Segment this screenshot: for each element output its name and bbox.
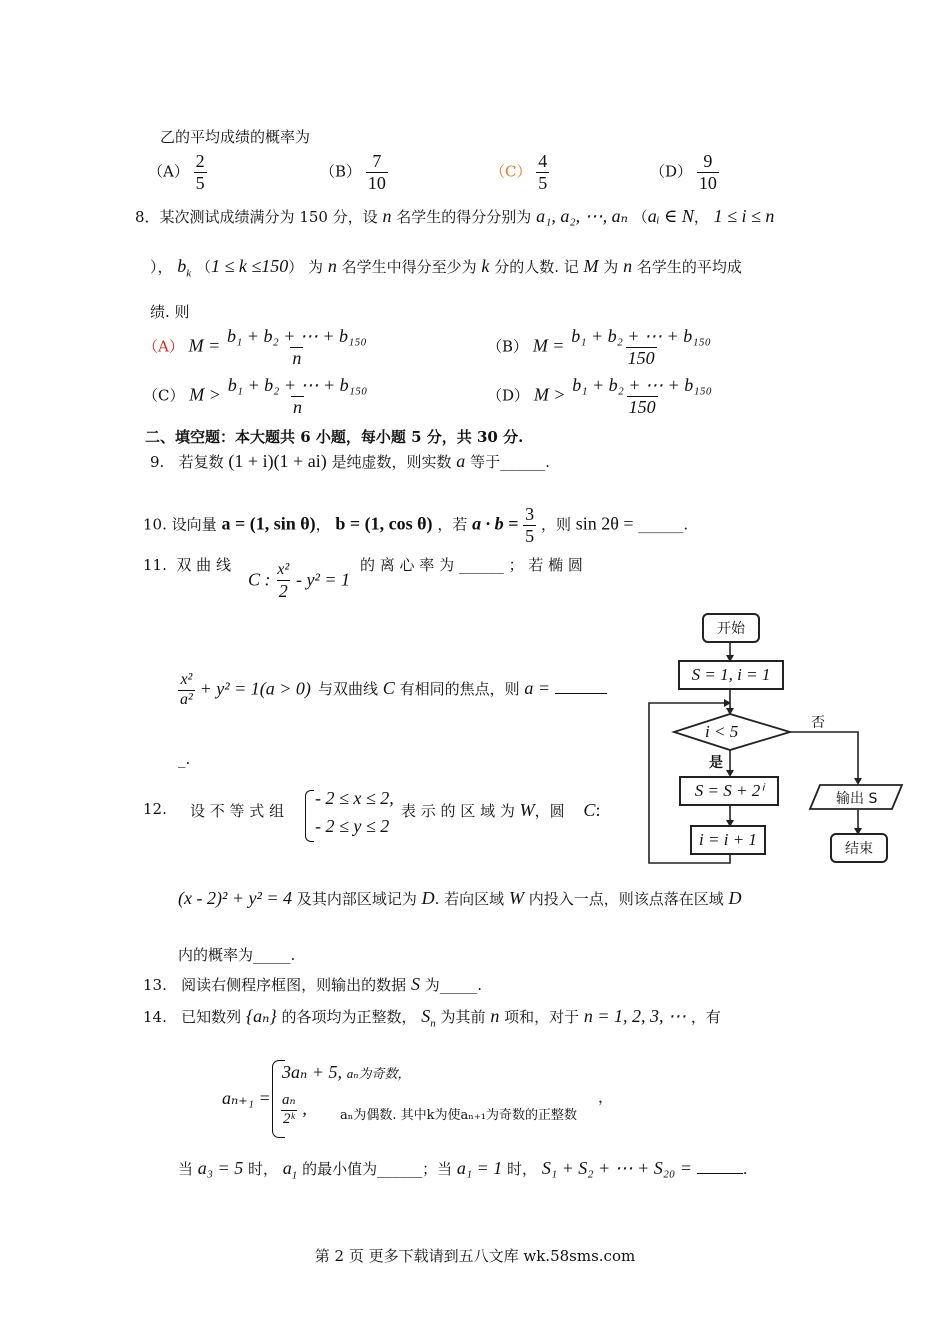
page-footer: 第 2 页 更多下载请到五八文库 wk.58sms.com (314, 1247, 636, 1265)
q10: 10. 设向量 a = (1, sin θ)， b = (1, cos θ) ，若 a · b = $\frac{3}{5}$ ，则 sin 2θ = ______. (143, 504, 689, 546)
q14-case2: $\frac{\text{aₙ}}{\text{2ᵏ}}$ , (282, 1092, 307, 1127)
q13: 13. 阅读右侧程序框图，则输出的数据 S 为_____. (143, 974, 483, 994)
q8-option-d: （D） M > $\frac{\text{b₁ + b₂ + ⋯ + b₁₅₀}}{150}$ (487, 375, 712, 417)
q8-line3: 绩. 则 (150, 303, 190, 321)
q14-line-last: 当 a₃ = 5 时， $a_1$ 的最小值为______；当 a₁ = 1 时， S₁ + S₂ + ⋯ + S₂₀ = . (178, 1158, 748, 1182)
q14-lhs: aₙ₊₁ = (222, 1088, 271, 1108)
flowchart-output: 输出 S (836, 791, 878, 807)
q12-text2: 表 示 的 区 域 为 W，圆 C: (401, 800, 601, 820)
flowchart-end: 结束 (830, 833, 888, 863)
q12-text1: 设 不 等 式 组 (190, 802, 285, 820)
q12-line2: (x - 2)² + y² = 4 及其内部区域记为 D. 若向区域 W 内投入一点，则该点落在区域 D (178, 888, 742, 908)
q8-option-b: （B） M = $\frac{\text{b₁ + b₂ + ⋯ + b₁₅₀}}{150}$ (487, 326, 711, 368)
q7-tail: 乙的平均成绩的概率为 (160, 128, 311, 146)
q11-hyperbola: C : $\frac{\text{x²}}{2}$ - y² = 1 (248, 561, 350, 601)
q7-option-b: （B） $\frac{7}{10}$ (320, 151, 386, 193)
flowchart-update-s: S = S + 2ⁱ (679, 776, 779, 806)
q11-line3: _. (178, 750, 191, 768)
flowchart-yes-label: 是 (709, 755, 723, 771)
q11-ellipse: $\frac{\text{x²}}{\text{a²}}$ + y² = 1(a > 0) (180, 671, 311, 708)
q7-option-c: （C） $\frac{4}{5}$ (490, 151, 548, 193)
flowchart-start: 开始 (702, 613, 760, 643)
q7-option-a: （A） $\frac{2}{5}$ (148, 151, 205, 193)
q11-line2: 与双曲线 C 有相同的焦点，则 a = (318, 678, 607, 699)
q8-line2: ）， $b_k$ （1 ≤ k ≤150） 为 n 名学生中得分至少为 k 分的人数. 记 M 为 n 名学生的平均成 (150, 256, 742, 280)
section-heading: 二、填空题：本大题共 6 小题，每小题 5 分，共 30 分. (145, 428, 524, 446)
flowchart-condition: i < 5 (705, 722, 739, 741)
q7-option-d: （D） $\frac{9}{10}$ (650, 151, 717, 193)
q8-line1: 8．某次测试成绩满分为 150 分，设 n 名学生的得分分别为 a₁, a₂, ⋯, aₙ （aᵢ ∈ N， 1 ≤ i ≤ n (135, 206, 775, 226)
q9: 9. 若复数 (1 + i)(1 + ai) 是纯虚数，则实数 a 等于______. (150, 451, 550, 471)
flowchart-update-i: i = i + 1 (690, 825, 766, 855)
q12-num: 12. (143, 800, 167, 818)
q14-comma: ， (598, 1088, 614, 1106)
q14-line1: 14. 已知数列 {aₙ} 的各项均为正整数， $S_n$ 为其前 n 项和，对于 n = 1, 2, 3, ⋯ ，有 (143, 1006, 721, 1030)
q14-case2-cond: aₙ为偶数. 其中k为使aₙ₊₁为奇数的正整数 (340, 1108, 577, 1123)
q11-line1: 11. 双 曲 线 (143, 556, 231, 574)
q8-option-a: （A） M = $\frac{\text{b₁ + b₂ + ⋯ + b₁₅₀}}{n}$ (143, 326, 367, 368)
q8-option-c: （C） M > $\frac{\text{b₁ + b₂ + ⋯ + b₁₅₀}}{n}$ (143, 375, 368, 417)
q12-line3: 内的概率为_____. (178, 946, 296, 964)
flowchart-no-label: 否 (811, 715, 825, 731)
q14-case1: 3aₙ + 5, aₙ为奇数， (282, 1062, 411, 1082)
flowchart-init: S = 1, i = 1 (678, 660, 784, 690)
q11-line1-tail: 的 离 心 率 为 ______ ； 若 椭 圆 (360, 556, 583, 574)
